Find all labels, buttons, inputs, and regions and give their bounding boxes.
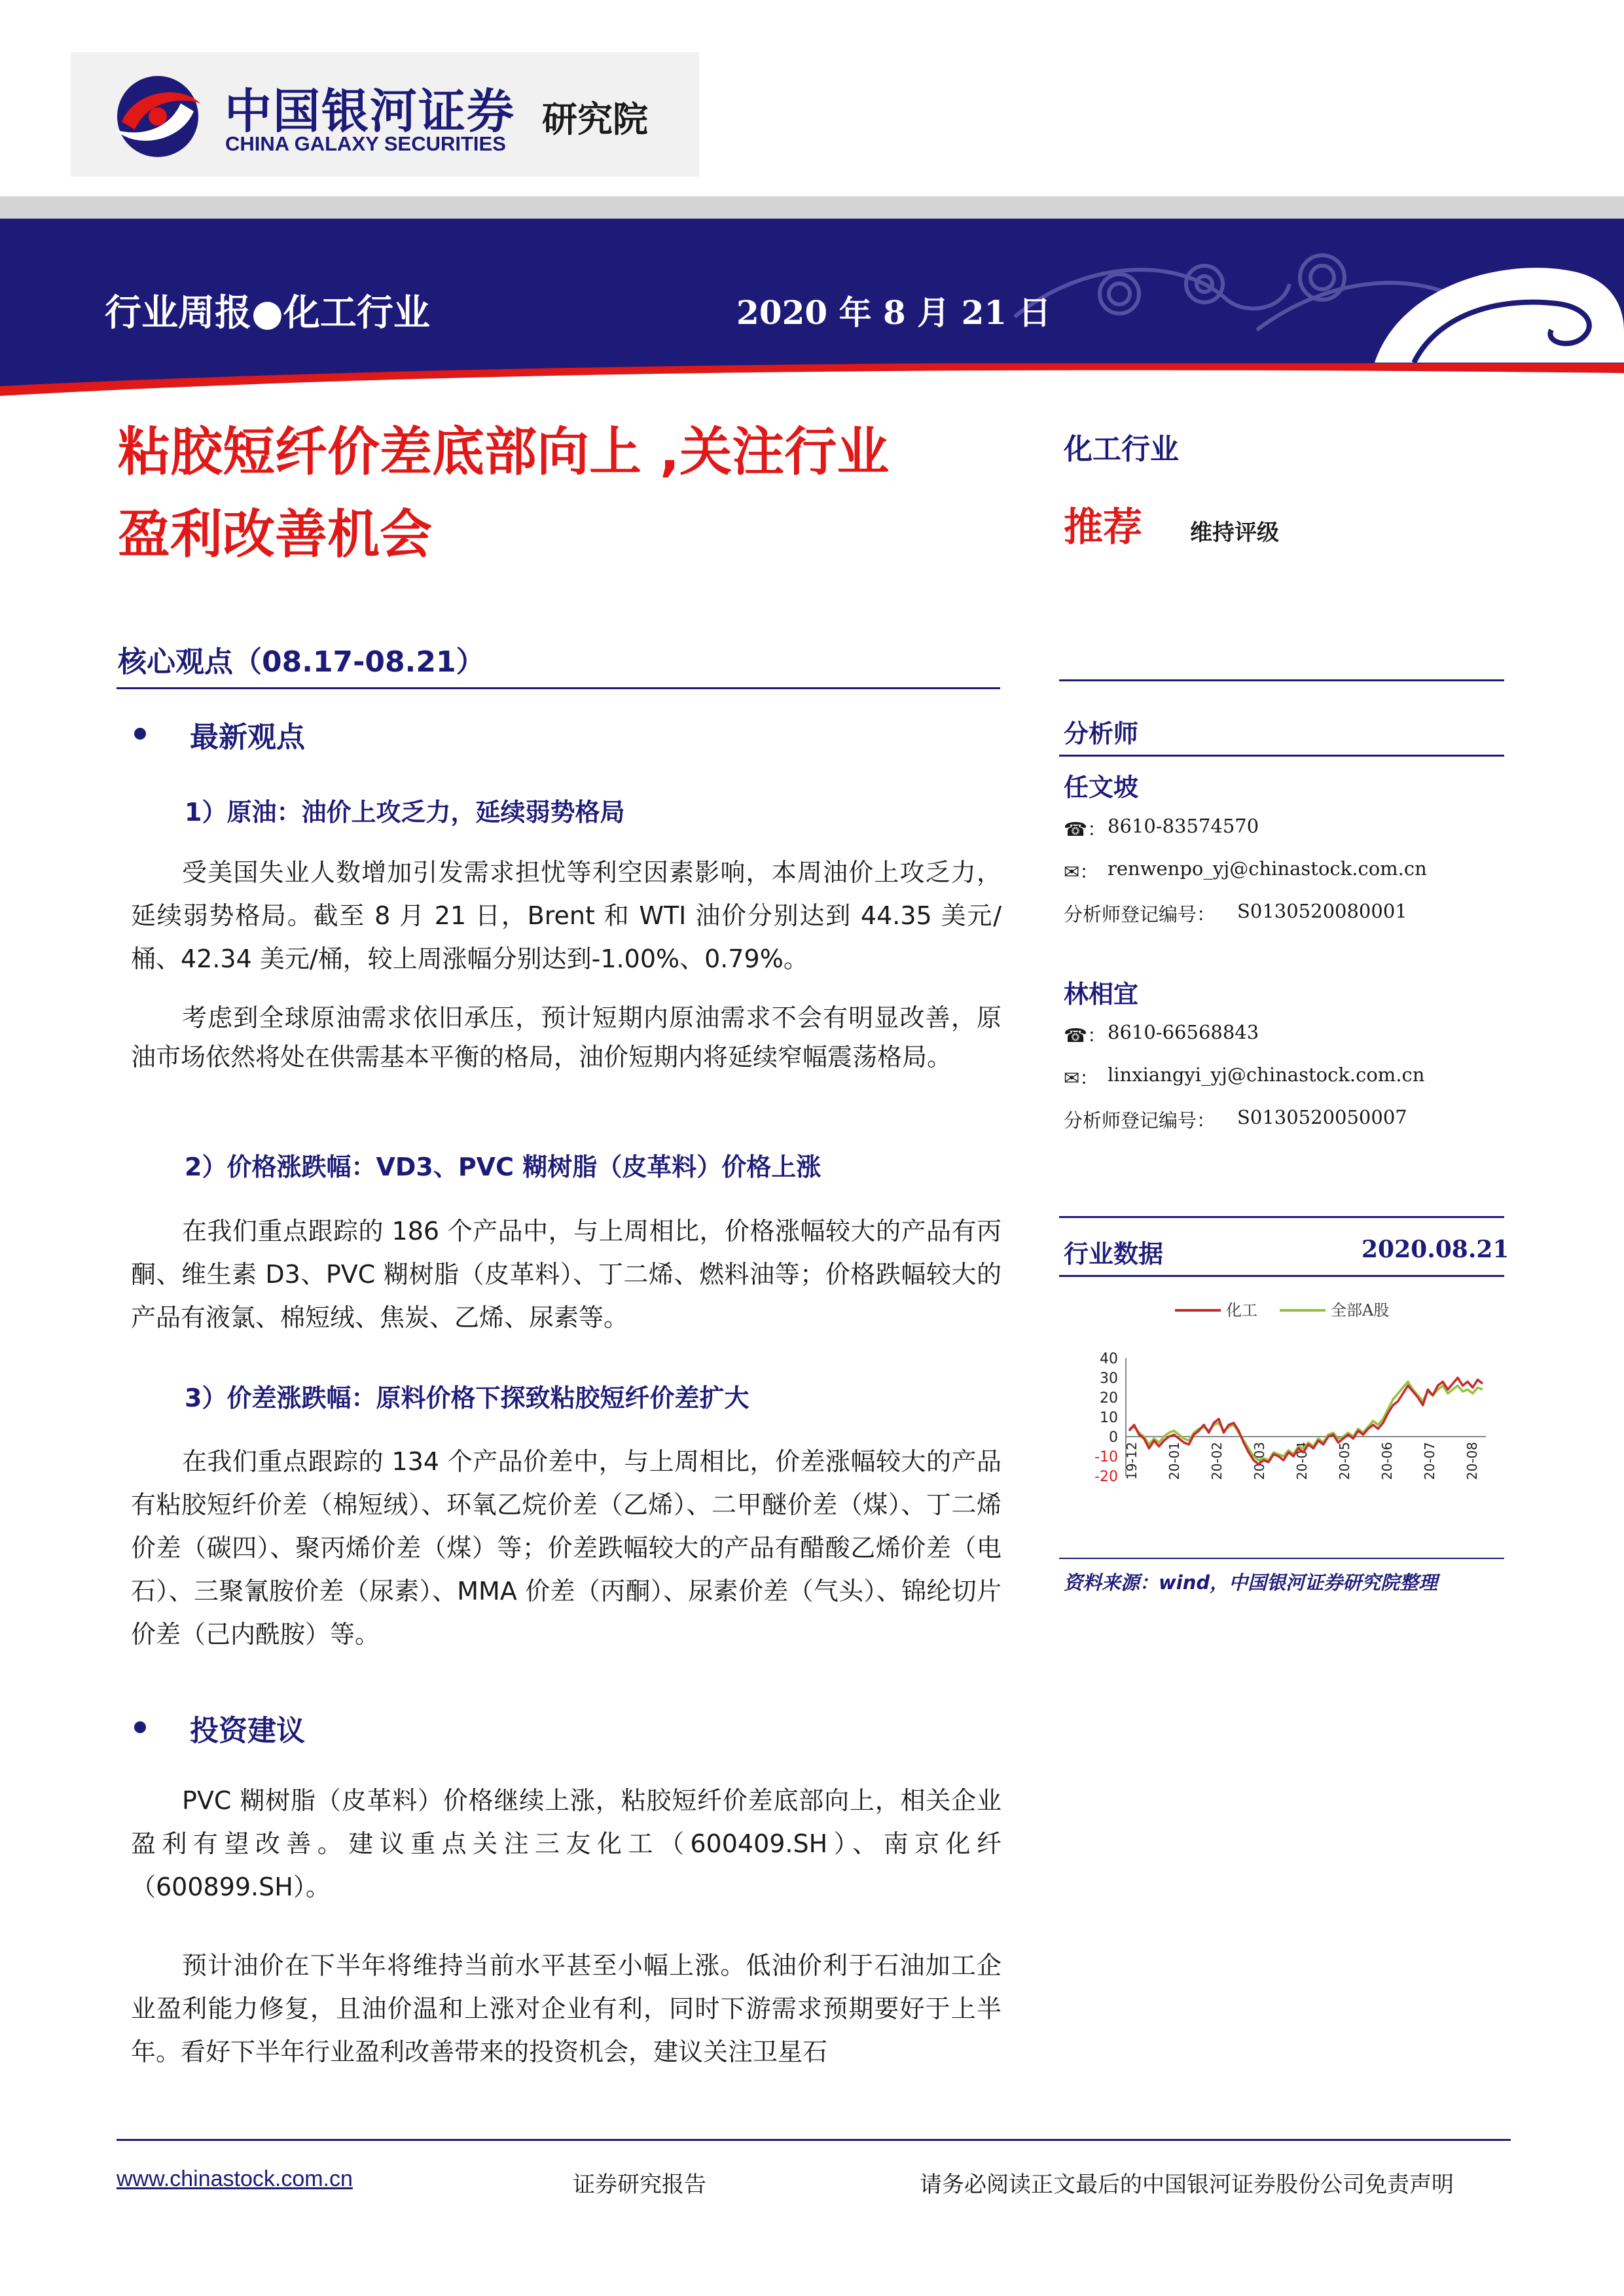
bullet-dot [134,728,146,740]
logo-area [71,52,699,177]
core-divider [117,687,1000,689]
x-tick-label: 20-02 [1209,1442,1225,1480]
section-investment-advice: 投资建议 [190,1714,305,1748]
analyst-2-reg: S0130520050007 [1237,1106,1407,1128]
analyst-2-name: 林相宜 [1064,980,1139,1009]
x-tick-label: 20-04 [1294,1442,1310,1480]
institute-label: 研究院 [542,99,648,140]
sidebar-divider [1059,1216,1504,1218]
y-axis [1094,1351,1126,1485]
item-2-heading: 2）价格涨跌幅：VD3、PVC 糊树脂（皮革料）价格上涨 [185,1153,821,1181]
item-1-paragraph-1: 受美国失业人数增加引发需求担忧等利空因素影响，本周油价上攻乏力，延续弱势格局。截至 8 月 21 日，Brent 和 WTI 油价分别达到 44.35 美元/桶、42.34 美元/桶，较上周涨幅分别达到-1.00%、0.79%。 [131,858,1001,973]
y-tick-label: 10 [1100,1410,1118,1426]
analyst-1-reg: S0130520080001 [1237,900,1407,922]
x-tick-label: 20-05 [1337,1442,1352,1480]
brand-en: CHINA GALAXY SECURITIES [225,132,506,155]
legend-label-all-a: 全部A股 [1331,1301,1390,1319]
email-icon: ✉： [1064,1067,1099,1089]
industry-data-date: 2020.08.21 [1362,1236,1509,1263]
item-2-paragraph-1: 在我们重点跟踪的 186 个产品中，与上周相比，价格涨幅较大的产品有丙酮、维生素 D3、PVC 糊树脂（皮革料）、丁二烯、燃料油等；价格跌幅较大的产品有液氯、棉短绒、焦炭、乙烯、尿素等。 [131,1217,1001,1332]
sidebar-industry: 化工行业 [1064,433,1179,466]
y-tick-label: 20 [1100,1390,1118,1407]
phone-icon: ☎： [1064,818,1107,840]
legend-label-chemical: 化工 [1226,1301,1257,1319]
y-tick-label: 40 [1100,1351,1118,1367]
footer-disclaimer: 请务必阅读正文最后的中国银河证券股份公司免责声明 [920,2172,1454,2198]
header-gray-strip [0,196,1624,219]
title-line-1: 粘胶短纤价差底部向上 ,关注行业 [118,422,890,482]
sidebar-divider [1059,755,1504,757]
analyst-2-phone: 8610-66568843 [1108,1021,1259,1043]
email-icon: ✉： [1064,861,1099,883]
galaxy-logo-icon [109,71,207,162]
x-axis [1124,1437,1486,1480]
analyst-1-reg-label: 分析师登记编号： [1064,903,1216,925]
advice-paragraph-1: PVC 糊树脂（皮革料）价格继续上涨，粘胶短纤价差底部向上，相关企业盈利有望改善。建议重点关注三友化工（600409.SH）、南京化纤（600899.SH）。 [131,1786,1001,1901]
footer-divider [117,2139,1511,2141]
industry-data-heading: 行业数据 [1064,1240,1164,1268]
x-tick-label: 20-01 [1166,1442,1182,1480]
item-3-paragraph-1: 在我们重点跟踪的 134 个产品价差中，与上周相比，价差涨幅较大的产品有粘胶短纤价差（棉短绒）、环氧乙烷价差（乙烯）、二甲醚价差（煤）、丁二烯价差（碳四）、聚丙烯价差（煤）等；价差跌幅较大的产品有醋酸乙烯价差（电石）、三聚氰胺价差（尿素）、MMA 价差（丙酮）、尿素价差（气头）、锦纶切片价差（己内酰胺）等。 [131,1447,1001,1649]
sidebar-divider [1059,1275,1504,1277]
industry-chart [1064,1286,1496,1548]
x-tick-label: 20-07 [1422,1442,1437,1480]
y-tick-label: 30 [1100,1371,1118,1387]
footer-url[interactable]: www.chinastock.com.cn [117,2166,353,2191]
bullet-dot [134,1721,146,1733]
phone-icon: ☎： [1064,1024,1107,1047]
item-3-heading: 3）价差涨跌幅：原料价格下探致粘胶短纤价差扩大 [185,1384,749,1412]
x-tick-label: 20-03 [1252,1442,1267,1480]
analyst-2-email: linxiangyi_yj@chinastock.com.cn [1108,1064,1425,1086]
analyst-1-phone: 8610-83574570 [1108,815,1259,837]
footer-center: 证券研究报告 [573,2172,706,2198]
analyst-heading: 分析师 [1064,719,1139,748]
x-tick-label: 20-08 [1464,1442,1480,1480]
analyst-1-email: renwenpo_yj@chinastock.com.cn [1108,857,1427,880]
cloud-ornament-icon [1008,232,1624,363]
item-1-heading: 1）原油：油价上攻乏力，延续弱势格局 [185,798,625,827]
title-line-2: 盈利改善机会 [118,504,432,565]
item-1-paragraph-2: 考虑到全球原油需求依旧承压，预计短期内原油需求不会有明显改善，原油市场依然将处在供需基本平衡的格局，油价短期内将延续窄幅震荡格局。 [131,1003,1001,1071]
advice-paragraph-2: 预计油价在下半年将维持当前水平甚至小幅上涨。低油价利于石油加工企业盈利能力修复，且油价温和上涨对企业有利，同时下游需求预期要好于上半年。看好下半年行业盈利改善带来的投资机会，建议关注卫星石 [131,1951,1001,2066]
sidebar-rating-note: 维持评级 [1190,520,1279,546]
chart-source: 资料来源：wind，中国银河证券研究院整理 [1064,1571,1438,1594]
x-tick-label: 19-12 [1124,1442,1140,1480]
y-tick-label: -10 [1094,1449,1118,1465]
section-latest-views: 最新观点 [190,721,305,754]
banner-red-swoosh [0,363,1624,416]
analyst-1-name: 任文坡 [1064,773,1139,802]
sidebar-divider [1059,1558,1504,1559]
sidebar-divider-top [1059,679,1504,681]
x-tick-label: 20-06 [1379,1442,1395,1480]
core-views-heading: 核心观点（08.17-08.21） [118,645,485,679]
report-date: 2020 年 8 月 21 日 [736,293,1051,332]
sidebar-rating: 推荐 [1064,505,1142,550]
chart-legend [1175,1301,1389,1319]
y-tick-label: -20 [1094,1469,1118,1485]
y-tick-label: 0 [1109,1429,1118,1446]
brand-cn: 中国银河证券 [225,84,516,139]
report-type: 行业周报●化工行业 [105,292,430,334]
analyst-2-reg-label: 分析师登记编号： [1064,1109,1216,1132]
report-title [118,411,1021,576]
